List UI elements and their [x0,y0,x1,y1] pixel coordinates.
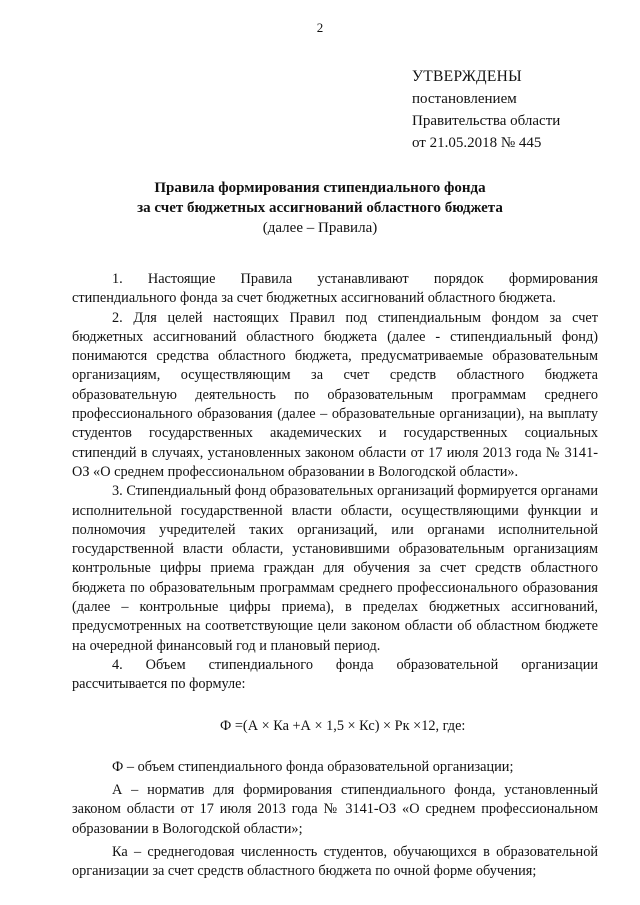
paragraph-1: 1. Настоящие Правила устанавливают порядок формирования стипендиального фонда за счет бюджетных ассигнований областного бюджета. [72,271,598,307]
title-line-1: Правила формирования стипендиального фонда [154,180,486,196]
title-line-3: (далее – Правила) [262,220,378,236]
approval-authority: Правительства области [412,113,561,129]
document-title [0,178,640,238]
definition-ka: Ка – среднегодовая численность студентов, обучающихся в образовательной организации за счет средств областного бюджета по очной форме обучения; [72,844,598,880]
paragraph-4: 4. Объем стипендиального фонда образовательной организации рассчитывается по формуле: [72,656,598,693]
title-line-2: за счет бюджетных ассигнований областного бюджета [137,200,503,216]
formula: Ф =(А × Ка +А × 1,5 × Кс) × Рк ×12, где: [220,717,466,734]
approval-resolution-label: постановлением [412,91,517,107]
definition-f: Ф – объем стипендиального фонда образовательной организации; [112,758,514,775]
paragraph-2: 2. Для целей настоящих Правил под стипендиальным фондом за счет бюджетных ассигнований областного бюджета (далее - стипендиальный фонд) понимаются средства областного бюджета, предусматриваемые образовательным организациям, осуществляющим за счет средств областного бюджета образовательную деятельность по образовательным программам среднего профессионального образования (далее – образовательные организации), на выплату студентов государственных академических и государственных социальных стипендий в случаях, установленных законом области от 17 июля 2013 года № 3141-ОЗ «О среднем профессиональном образовании в Вологодской области». [72,309,598,480]
approval-stamp [412,66,560,154]
approval-heading: УТВЕРЖДЕНЫ [412,68,522,85]
approval-date-number: от 21.05.2018 № 445 [412,135,542,151]
paragraph-3: 3. Стипендиальный фонд образовательных организаций формируется органами исполнительной государственной власти области, осуществляющими функции и полномочия учредителей таких организаций, или органами исполнительной государственной власти области, установившими образовательным организациям контрольные цифры приема граждан для обучения за счет средств областного бюджета по образовательным программам среднего профессионального образования (далее – контрольные цифры приема), в пределах бюджетных ассигнований, предусмотренных на соответствующие цели законом области об областном бюджете на очередной финансовый год и плановый период. [72,483,598,654]
document-body [72,270,598,886]
page-number: 2 [316,20,324,35]
definition-a: А – норматив для формирования стипендиального фонда, установленный законом области от 17 июля 2013 года № 3141-ОЗ «О среднем профессиональном образовании в Вологодской области»; [72,782,598,837]
